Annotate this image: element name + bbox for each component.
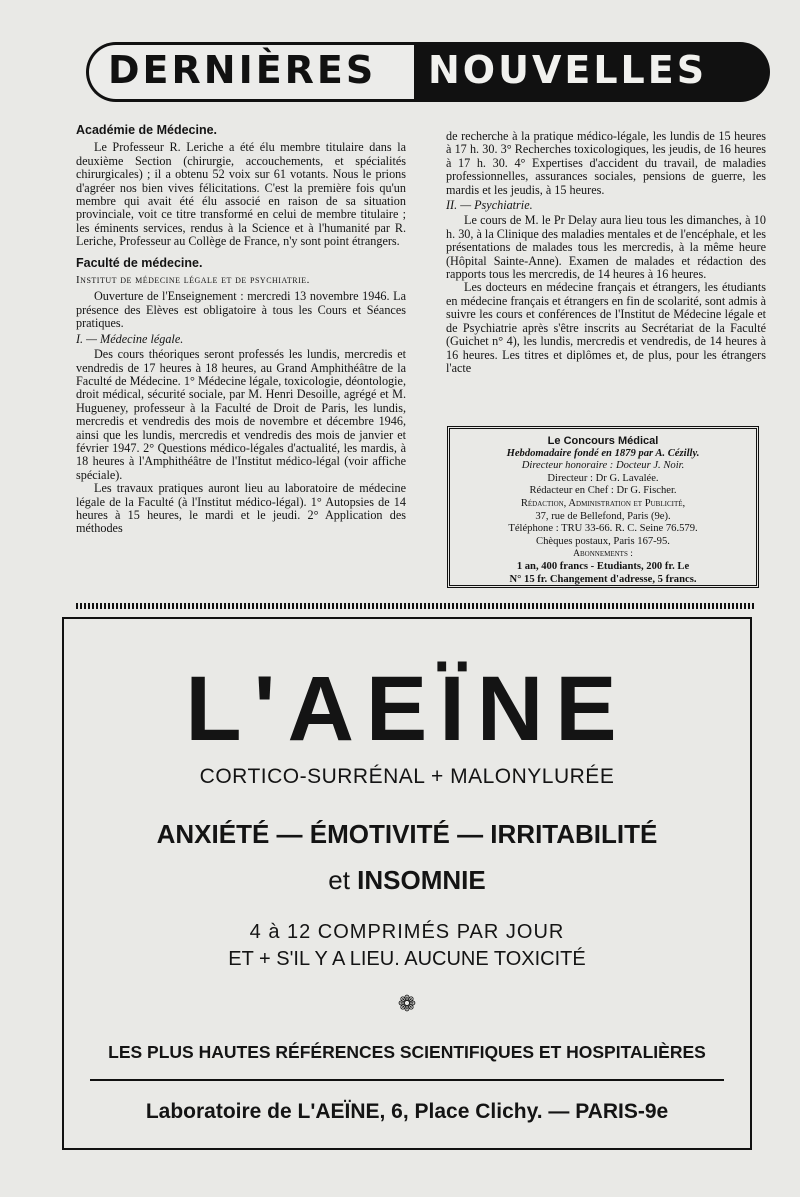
- medecine-legale-subheading: I. — Médecine légale.: [76, 331, 184, 346]
- continuation-paragraph: de recherche à la pratique médico-légale, les lundis de 15 heures à 17 h. 30. 3° Recherches toxicologiques, les jeudis, de 16 heures à 17 h. 30. 4° Expertises d'accident du travail, de maladies professionnelles, assurances sociales, pensions de guerre, les mardis et les jeudis, à 15 heures.: [446, 129, 766, 197]
- ad-formula: CORTICO-SURRÉNAL + MALONYLURÉE: [199, 765, 615, 788]
- aeine-advertisement: [62, 617, 752, 1150]
- psychiatrie-paragraph: Le cours de M. le Pr Delay aura lieu tous les dimanches, à 10 h. 30, à la Clinique des maladies mentales et de l'encéphale, et les présentations de malades tous les mercredis, à la même heure (Hôpital Sainte-Anne). Examen de malades et rédaction des rapports tous les mercredis, de 14 heures à 16 heures.: [446, 213, 766, 282]
- cours-paragraph: Des cours théoriques seront professés les lundis, mercredis et vendredis de 17 heures à 18 heures, au Grand Amphithéâtre de la Faculté de Médecine. 1° Médecine légale, toxicologie, déontologie, droit médical, sécurité sociale, par M. Henri Desoille, agrégé et M. Hugueney, professeur à la Faculté de Droit de Paris, les lundis, mercredis et vendredis des mois de novembre et décembre 1946, ainsi que les lundis, mercredis et vendredis des mois de janvier et février 1947. 2° Questions médico-légales d'actualité, les mardis, à 18 heures à l'Amphithéâtre de l'Institut médico-légal (voir affiche spéciale).: [76, 347, 406, 482]
- ad-insomnie: INSOMNIE: [357, 865, 486, 895]
- notice-title: Le Concours Médical: [547, 435, 659, 447]
- section-banner: [86, 42, 770, 106]
- ad-laboratory: Laboratoire de L'AEÏNE, 6, Place Clichy. — PARIS-9e: [145, 1100, 669, 1123]
- ad-ornament-icon: ❁: [397, 991, 417, 1016]
- notice-subscriptions-title: Abonnements :: [573, 549, 633, 560]
- notice-phone: Téléphone : TRU 33-66. R. C. Seine 76.579.: [508, 523, 698, 535]
- notice-director: Directeur : Dr G. Lavalée.: [547, 472, 659, 484]
- institut-heading: Institut de médecine légale et de psychiatrie.: [76, 274, 310, 287]
- notice-honorary-director: Directeur honoraire : Docteur J. Noir.: [521, 460, 685, 472]
- faculte-heading: Faculté de médecine.: [76, 255, 203, 270]
- ad-et: et: [328, 865, 350, 895]
- left-column: [76, 124, 406, 536]
- ad-symptoms: ANXIÉTÉ — ÉMOTIVITÉ — IRRITABILITÉ: [156, 819, 658, 849]
- ad-divider: [90, 1079, 724, 1081]
- right-column: [446, 130, 766, 375]
- notice-administration: Rédaction, Administration et Publicité,: [520, 497, 686, 509]
- hatched-divider: [76, 603, 756, 609]
- notice-postal: Chèques postaux, Paris 167-95.: [536, 535, 670, 547]
- ad-brand-name: L'AEÏNE: [185, 658, 629, 760]
- masthead-notice-box: [447, 426, 759, 588]
- ad-toxicity: ET + S'IL Y A LIEU. AUCUNE TOXICITÉ: [228, 948, 586, 970]
- psychiatrie-subheading: II. — Psychiatrie.: [446, 198, 533, 213]
- ad-references: LES PLUS HAUTES RÉFÉRENCES SCIENTIFIQUES ET HOSPITALIÈRES: [108, 1042, 706, 1062]
- travaux-paragraph: Les travaux pratiques auront lieu au laboratoire de médecine légale de la Faculté (à l'Institut médico-légal). 1° Autopsies de 14 heures à 15 heures, le mardi et le jeudi. 2° Application des méthodes: [76, 481, 406, 536]
- notice-subscriptions-line2: N° 15 fr. Changement d'adresse, 5 francs.: [509, 573, 697, 585]
- docteurs-paragraph: Les docteurs en médecine français et étrangers, les étudiants en médecine français et étrangers en fin de scolarité, sont admis à suivre les cours et conférences de l'Institut de Médecine légale et de Psychiatrie après s'être inscrits au Secrétariat de la Faculté (Guichet n° 4), les lundis, mercredis et vendredis, de 14 heures à 16 heures. Les titres et diplômes et, de plus, pour les étrangers l'acte: [446, 280, 766, 375]
- ad-insomnie-line: [64, 865, 750, 896]
- notice-editor: Rédacteur en Chef : Dr G. Fischer.: [529, 485, 677, 497]
- academie-paragraph: Le Professeur R. Leriche a été élu membre titulaire dans la deuxième Section (chirurgie, accouchements, et spécialités chirurgicales) ; il a obtenu 52 voix sur 61 votants. Nous le prions d'agréer nos bien vives félicitations. C'est la première fois qu'un membre qui avait été élu associé en raison de sa situation provinciale, voit ce titre transformé en celui de membre titulaire ; les éminents services, rendus à la Science et à l'humanité par R. Leriche, Professeur au Collège de France, n'y sont point étrangers.: [76, 140, 406, 249]
- banner-word-dernieres: DERNIÈRES: [108, 48, 377, 92]
- academie-heading: Académie de Médecine.: [76, 123, 218, 137]
- notice-founded: Hebdomadaire fondé en 1879 par A. Cézilly.: [506, 447, 700, 459]
- ad-dosage: 4 à 12 COMPRIMÉS PAR JOUR: [249, 921, 565, 943]
- notice-address: 37, rue de Bellefond, Paris (9e).: [535, 510, 671, 522]
- banner-word-nouvelles: NOUVELLES: [428, 48, 708, 92]
- ouverture-paragraph: Ouverture de l'Enseignement : mercredi 13 novembre 1946. La présence des Elèves est obligatoire à tous les Cours et Séances pratiques.: [76, 289, 406, 331]
- notice-subscriptions-line1: 1 an, 400 francs - Etudiants, 200 fr. Le: [516, 560, 690, 572]
